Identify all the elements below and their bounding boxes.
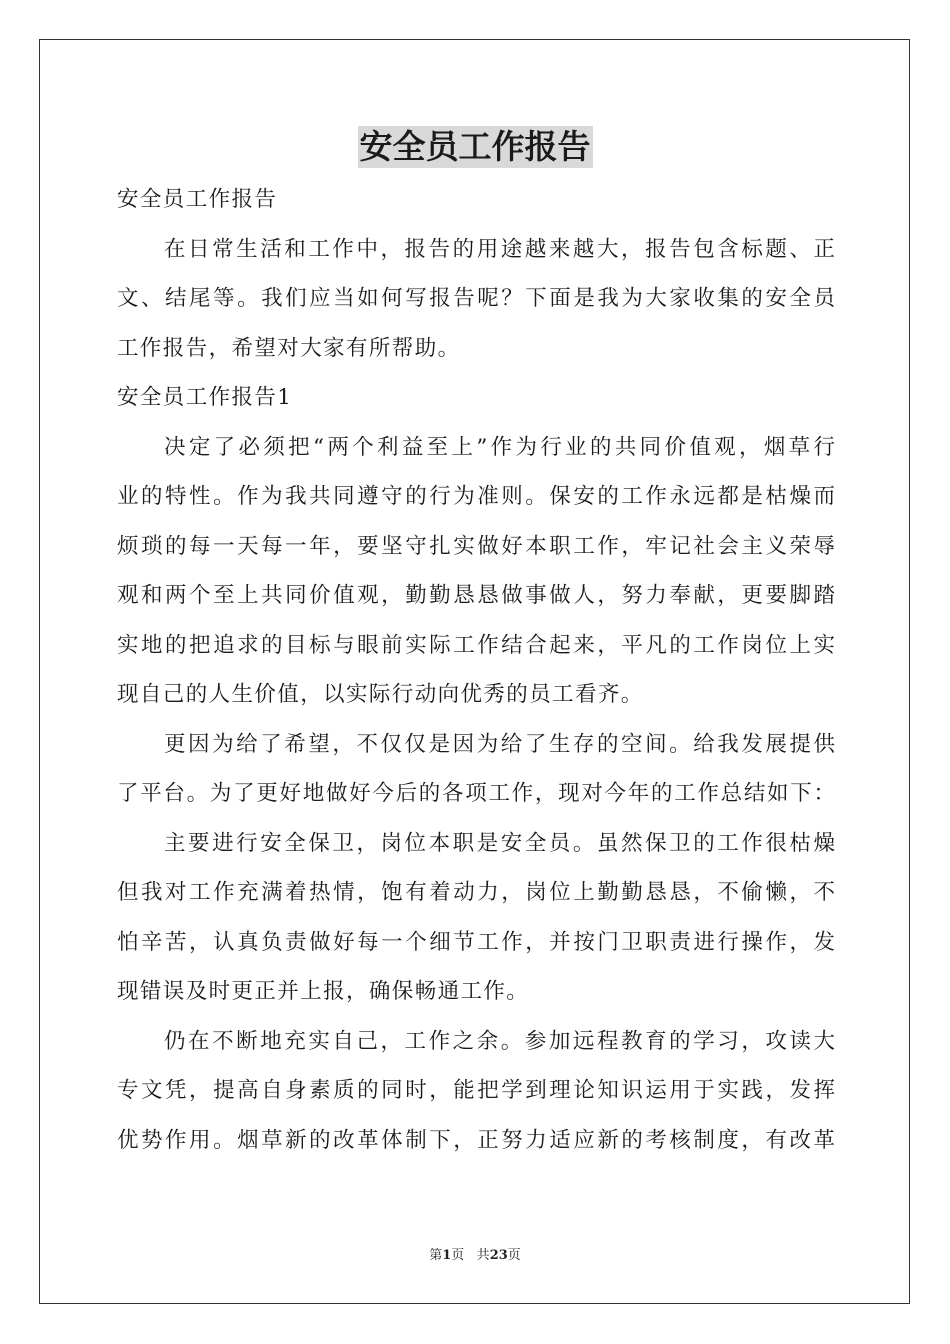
- text-line: 现错误及时更正并上报，确保畅通工作。: [117, 979, 530, 1004]
- text-line: 工作报告，希望对大家有所帮助。: [117, 335, 461, 361]
- document-title: 安全员工作报告: [359, 127, 591, 166]
- text-line: 仍在不断地充实自己，工作之余。参加远程教育的学习，攻读大: [164, 1028, 835, 1054]
- text-line: 了平台。为了更好地做好今后的各项工作，现对今年的工作总结如下：: [117, 781, 835, 806]
- text-line: 安全员工作报告1: [117, 385, 293, 410]
- text-line: 在日常生活和工作中，报告的用途越来越大，报告包含标题、正: [164, 236, 835, 262]
- text-line: 更因为给了希望，不仅仅是因为给了生存的空间。给我发展提供: [164, 731, 835, 757]
- text-line: 观和两个至上共同价值观，勤勤恳恳做事做人，努力奉献，更要脚踏: [117, 583, 835, 608]
- page-footer: [0, 1247, 950, 1265]
- text-line: 烦琐的每一天每一年，要坚守扎实做好本职工作，牢记社会主义荣辱: [117, 533, 835, 559]
- page-suffix: 页: [451, 1248, 465, 1263]
- total-pages: 23: [489, 1248, 508, 1263]
- page-prefix: 第: [429, 1248, 443, 1263]
- text-line: 文、结尾等。我们应当如何写报告呢？下面是我为大家收集的安全员: [117, 286, 835, 311]
- title-container: [0, 126, 950, 168]
- text-line: 业的特性。作为我共同遵守的行为准则。保安的工作永远都是枯燥而: [117, 484, 835, 509]
- text-line: 主要进行安全保卫，岗位本职是安全员。虽然保卫的工作很枯燥: [164, 830, 835, 856]
- total-prefix: 共: [476, 1248, 490, 1263]
- text-line: 专文凭，提高自身素质的同时，能把学到理论知识运用于实践，发挥: [117, 1078, 835, 1103]
- text-line: 决定了必须把“两个利益至上”作为行业的共同价值观，烟草行: [164, 434, 835, 460]
- text-line: 优势作用。烟草新的改革体制下，正努力适应新的考核制度，有改革: [117, 1127, 835, 1153]
- text-line: 但我对工作充满着热情，饱有着动力，岗位上勤勤恳恳，不偷懒，不: [117, 880, 835, 905]
- total-suffix: 页: [507, 1248, 521, 1263]
- text-line: 现自己的人生价值，以实际行动向优秀的员工看齐。: [117, 682, 644, 707]
- text-line: 怕辛苦，认真负责做好每一个细节工作，并按门卫职责进行操作，发: [117, 929, 835, 955]
- document-body: [117, 175, 835, 1165]
- text-line: 安全员工作报告: [117, 187, 278, 212]
- page-number: 1: [442, 1248, 452, 1263]
- text-line: 实地的把追求的目标与眼前实际工作结合起来，平凡的工作岗位上实: [117, 632, 835, 658]
